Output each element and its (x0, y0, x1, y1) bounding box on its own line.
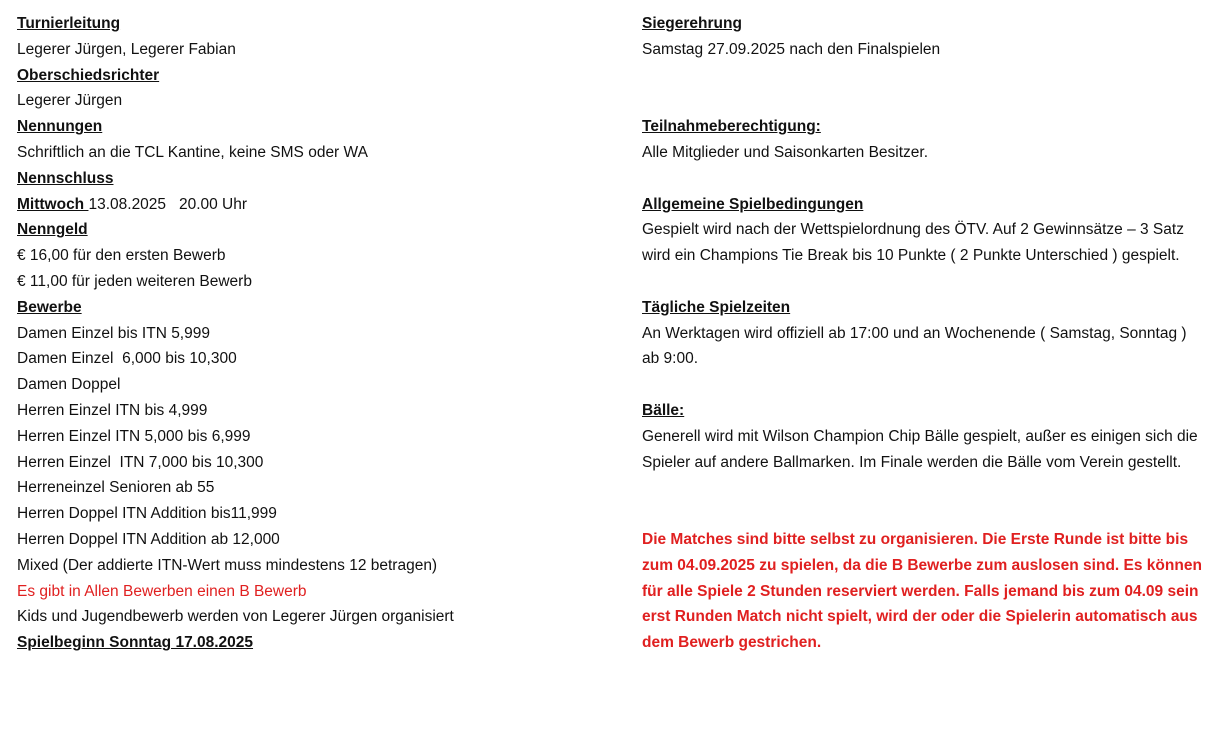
spielbeginn-heading: Spielbeginn Sonntag 17.08.2025 (17, 634, 254, 652)
nennschluss-text (17, 192, 607, 218)
turnierleitung-text: Legerer Jürgen, Legerer Fabian (17, 40, 236, 58)
siegerehrung-text: Samstag 27.09.2025 nach den Finalspielen (642, 40, 941, 58)
oberschiedsrichter-text: Legerer Jürgen (17, 92, 123, 110)
baelle-text: Generell wird mit Wilson Champion Chip Bälle gespielt, außer es einigen sich die Spieler auf andere Ballmarken. Im Finale werden die Bälle vom Verein gestellt. (642, 427, 1198, 471)
allgemein-text: Gespielt wird nach der Wettspielordnung des ÖTV. Auf 2 Gewinnsätze – 3 Satz wird ein Champions Tie Break bis 10 Punkte ( 2 Punkte Unterschied ) gespielt. (642, 221, 1184, 265)
bewerbe-heading: Bewerbe (17, 298, 82, 316)
baelle-heading: Bälle: (642, 401, 685, 419)
spielzeiten-heading: Tägliche Spielzeiten (642, 298, 791, 316)
nenngeld-further: € 11,00 für jeden weiteren Bewerb (17, 272, 252, 290)
bewerb-item: Herren Einzel ITN 5,000 bis 6,999 (17, 427, 251, 445)
bewerb-item: Herren Einzel ITN 7,000 bis 10,300 (17, 453, 264, 471)
teilnahme-text: Alle Mitglieder und Saisonkarten Besitzer. (642, 143, 929, 161)
bewerb-item: Herren Einzel ITN bis 4,999 (17, 401, 208, 419)
nenngeld-first: € 16,00 für den ersten Bewerb (17, 247, 226, 265)
oberschiedsrichter-heading: Oberschiedsrichter (17, 66, 160, 84)
bewerb-item: Herreneinzel Senioren ab 55 (17, 479, 215, 497)
b-bewerb-note: Es gibt in Allen Bewerben einen B Bewerb (17, 582, 307, 600)
siegerehrung-heading: Siegerehrung (642, 15, 742, 32)
turnierleitung-heading: Turnierleitung (17, 15, 121, 32)
right-column (642, 11, 1207, 656)
teilnahme-heading: Teilnahmeberechtigung: (642, 118, 821, 136)
bewerb-item: Damen Einzel bis ITN 5,999 (17, 324, 210, 342)
kids-note: Kids und Jugendbewerb werden von Legerer Jürgen organisiert (17, 608, 454, 626)
nennungen-text: Schriftlich an die TCL Kantine, keine SMS oder WA (17, 143, 368, 161)
bewerb-item: Damen Doppel (17, 376, 121, 394)
nenngeld-heading: Nenngeld (17, 221, 88, 239)
nennschluss-date: 13.08.2025 20.00 Uhr (88, 195, 248, 213)
organisation-note: Die Matches sind bitte selbst zu organisieren. Die Erste Runde ist bitte bis zum 04.09.2025 zu spielen, da die B Bewerbe zum auslosen sind. Es können für alle Spiele 2 Stunden reserviert werden. Falls jemand bis zum 04.09 sein erst Runden Match nicht spielt, wird der oder die Spielerin automatisch aus dem Bewerb gestrichen. (642, 530, 1202, 652)
bewerb-item: Herren Doppel ITN Addition bis11,999 (17, 505, 277, 523)
left-column (17, 11, 607, 656)
bewerb-item: Damen Einzel 6,000 bis 10,300 (17, 350, 237, 368)
nennschluss-heading: Nennschluss (17, 169, 114, 187)
allgemein-heading: Allgemeine Spielbedingungen (642, 195, 864, 213)
bewerb-item: Mixed (Der addierte ITN-Wert muss mindestens 12 betragen) (17, 556, 438, 574)
nennschluss-day: Mittwoch (17, 195, 89, 213)
spielzeiten-text: An Werktagen wird offiziell ab 17:00 und an Wochenende ( Samstag, Sonntag ) ab 9:00. (642, 324, 1187, 368)
nennungen-heading: Nennungen (17, 118, 103, 136)
bewerb-item: Herren Doppel ITN Addition ab 12,000 (17, 530, 280, 548)
